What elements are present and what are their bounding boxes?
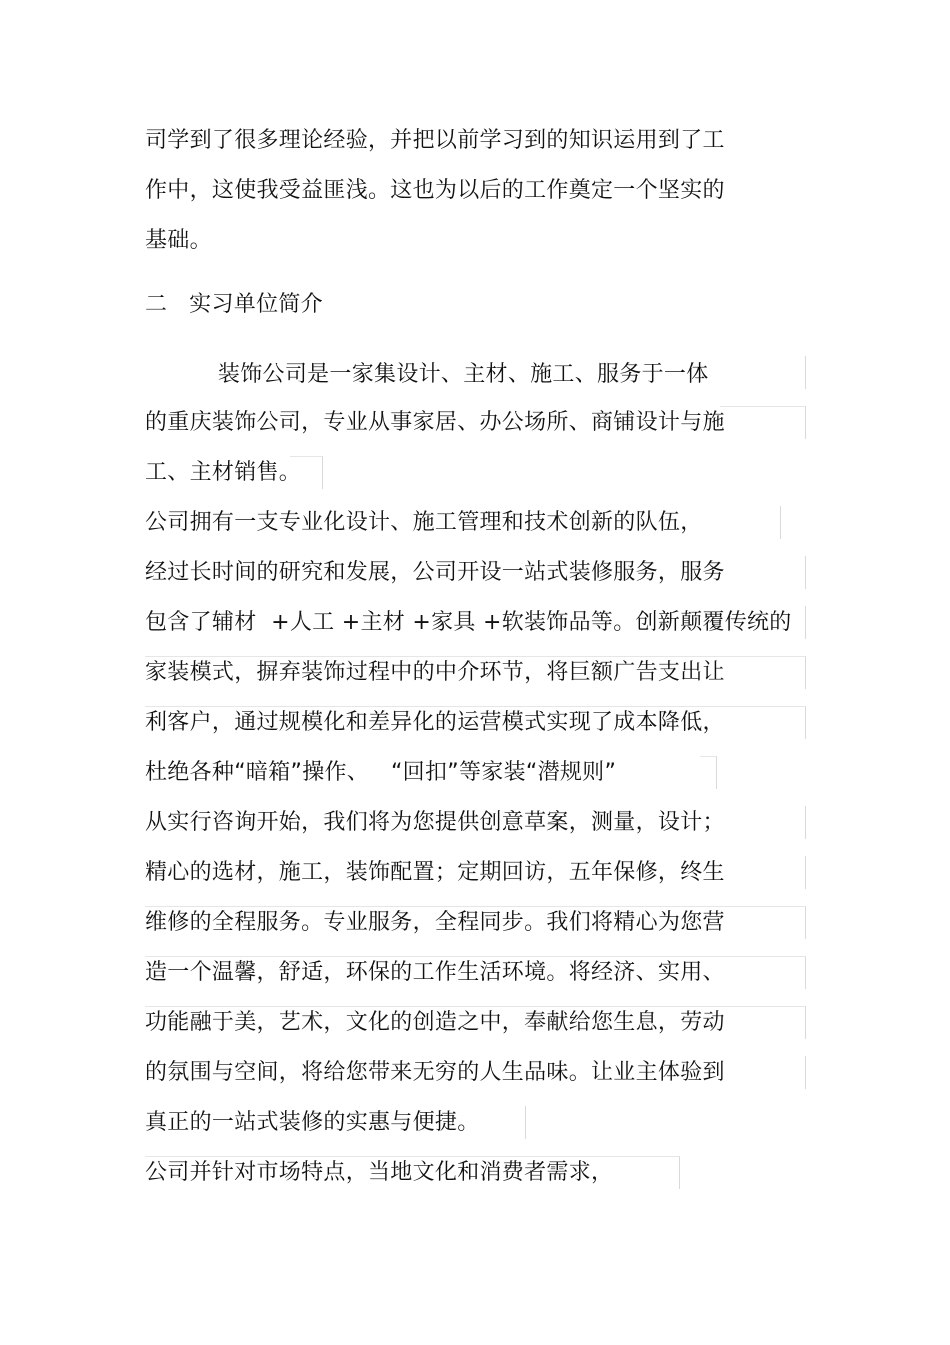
body-line-7: 家装模式，摒弃装饰过程中的中介环节，将巨额广告支出让 bbox=[145, 660, 725, 685]
cell-border bbox=[805, 1056, 806, 1089]
cell-border bbox=[700, 756, 717, 789]
section-heading: 二 实习单位简介 bbox=[145, 292, 323, 317]
cell-border bbox=[720, 406, 806, 439]
body-line-12: 维修的全程服务。专业服务，全程同步。我们将精心为您营 bbox=[145, 910, 725, 935]
body-line-3: 工、主材销售。 bbox=[145, 460, 302, 485]
body-line-10: 从实行咨询开始，我们将为您提供创意草案，测量，设计； bbox=[145, 810, 725, 835]
body-line-11: 精心的选材，施工，装饰配置；定期回访，五年保修，终生 bbox=[145, 860, 725, 885]
body-line-2: 的重庆装饰公司，专业从事家居、办公场所、商铺设计与施 bbox=[145, 410, 725, 435]
cell-border bbox=[805, 356, 806, 389]
cell-border bbox=[525, 1106, 526, 1139]
cell-border bbox=[780, 506, 781, 539]
body-line-5: 经过长时间的研究和发展，公司开设一站式装修服务，服务 bbox=[145, 560, 725, 585]
cell-border bbox=[805, 606, 806, 639]
body-line-8: 利客户，通过规模化和差异化的运营模式实现了成本降低， bbox=[145, 710, 725, 735]
intro-line-1: 司学到了很多理论经验，并把以前学习到的知识运用到了工 bbox=[145, 128, 725, 153]
body-line-14: 功能融于美，艺术，文化的创造之中，奉献给您生息，劳动 bbox=[145, 1010, 725, 1035]
body-line-16: 真正的一站式装修的实惠与便捷。 bbox=[145, 1110, 480, 1135]
intro-line-3: 基础。 bbox=[145, 228, 212, 253]
body-line-17: 公司并针对市场特点，当地文化和消费者需求， bbox=[145, 1160, 614, 1185]
cell-border bbox=[805, 556, 806, 589]
body-line-4: 公司拥有一支专业化设计、施工管理和技术创新的队伍， bbox=[145, 510, 703, 535]
cell-border bbox=[805, 856, 806, 889]
body-line-1: 装饰公司是一家集设计、主材、施工、服务于一体 bbox=[145, 362, 709, 387]
intro-line-2: 作中，这使我受益匪浅。这也为以后的工作奠定一个坚实的 bbox=[145, 178, 725, 203]
body-line-6: 包含了辅材 +人工 +主材 +家具 +软装饰品等。创新颠覆传统的 bbox=[145, 610, 792, 635]
body-line-13: 造一个温馨，舒适，环保的工作生活环境。将经济、实用、 bbox=[145, 960, 725, 985]
body-line-9: 杜绝各种“暗箱”操作、 “回扣”等家装“潜规则” bbox=[145, 760, 617, 785]
body-line-15: 的氛围与空间，将给您带来无穷的人生品味。让业主体验到 bbox=[145, 1060, 725, 1085]
cell-border bbox=[805, 806, 806, 839]
